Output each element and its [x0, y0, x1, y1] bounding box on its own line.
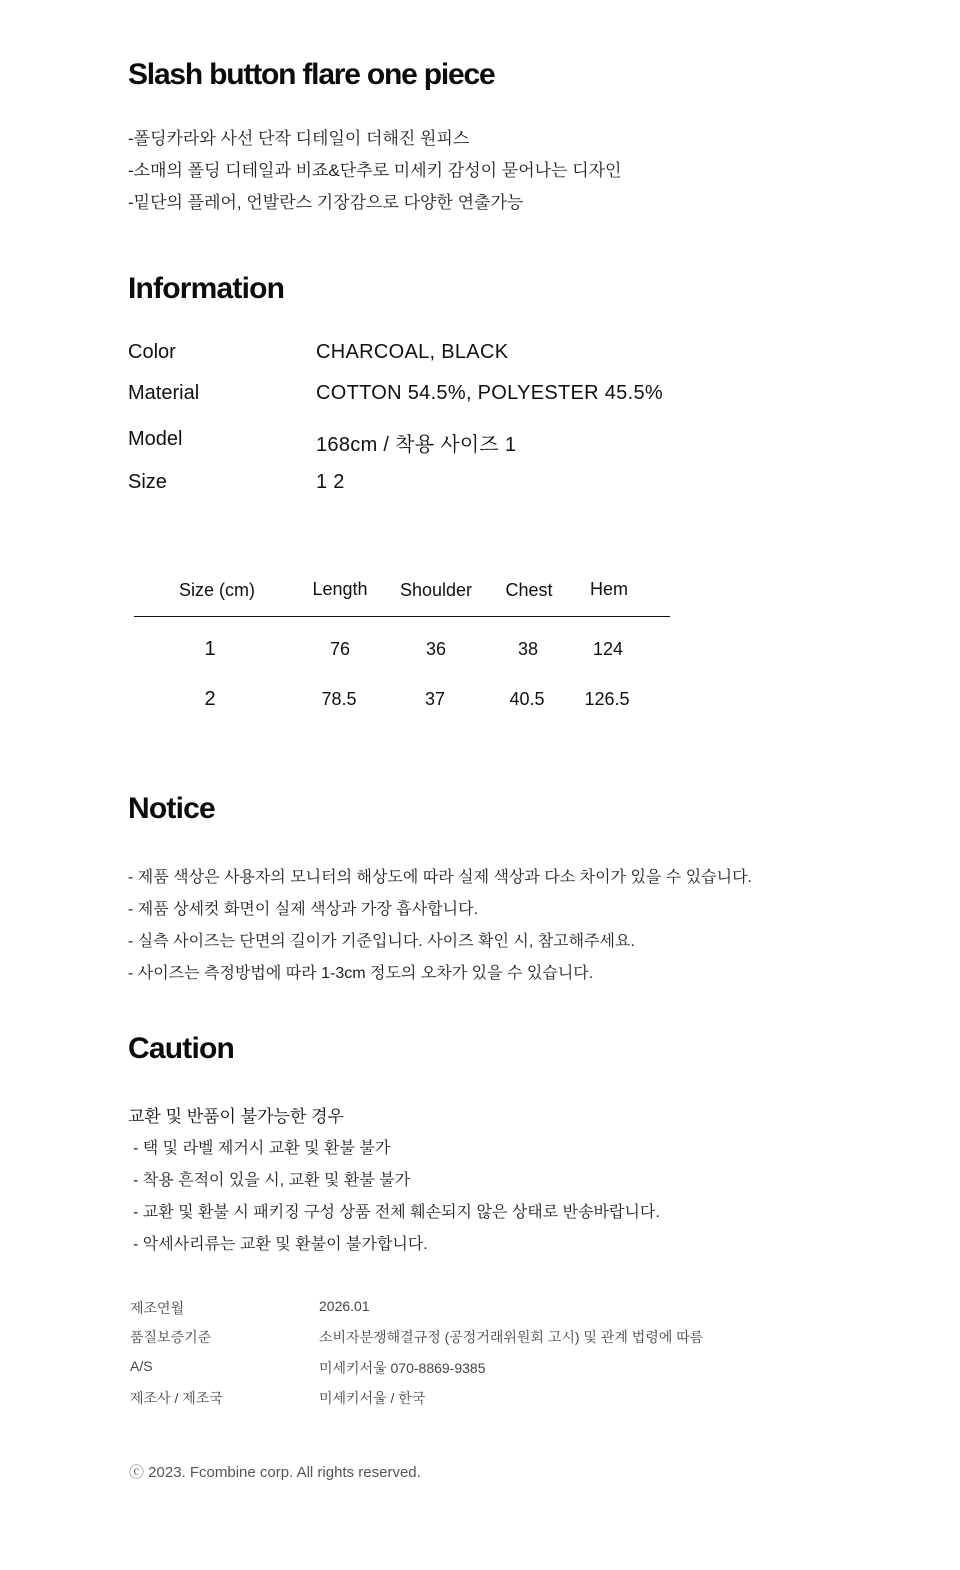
caution-subheading: 교환 및 반품이 불가능한 경우: [128, 1107, 344, 1126]
meta-value: 소비자분쟁해결규정 (공정거래위원회 고시) 및 관계 법령에 따름: [319, 1329, 704, 1345]
info-value-material: COTTON 54.5%, POLYESTER 45.5%: [316, 382, 663, 404]
size-table-cell: 126.5: [584, 689, 630, 709]
size-table-cell: 36: [425, 639, 447, 659]
size-table-cell: 1: [204, 638, 216, 660]
caution-heading: Caution: [128, 1032, 235, 1065]
size-table-cell: 76: [329, 639, 351, 659]
meta-value: 미세키서울 / 한국: [319, 1390, 426, 1406]
caution-item: - 악세사리류는 교환 및 환불이 불가합니다.: [133, 1236, 428, 1253]
caution-item: - 택 및 라벨 제거시 교환 및 환불 불가: [133, 1140, 391, 1157]
info-label-color: Color: [128, 341, 176, 363]
notice-item: - 제품 색상은 사용자의 모니터의 해상도에 따라 실제 색상과 다소 차이가 있을 수 있습니다.: [128, 869, 752, 886]
size-table-cell: 2: [204, 688, 216, 710]
size-table-cell: 40.5: [509, 689, 545, 709]
info-value-size: 1 2: [316, 471, 345, 493]
size-table-cell: 37: [424, 689, 446, 709]
notice-item: - 사이즈는 측정방법에 따라 1-3cm 정도의 오차가 있을 수 있습니다.: [128, 965, 594, 982]
size-table-header: Hem: [589, 579, 628, 599]
size-table-cell: 124: [592, 639, 624, 659]
caution-item: - 착용 흔적이 있을 시, 교환 및 환불 불가: [133, 1172, 411, 1189]
info-label-model: Model: [128, 428, 183, 450]
meta-label: 품질보증기준: [130, 1329, 212, 1345]
size-table-cell: 78.5: [321, 689, 357, 709]
size-table-header: Size (cm): [179, 580, 255, 600]
notice-heading: Notice: [128, 792, 215, 825]
copyright-text: ⓒ 2023. Fcombine corp. All rights reserved.: [129, 1464, 421, 1481]
notice-item: - 제품 상세컷 화면이 실제 색상과 가장 흡사합니다.: [128, 901, 479, 918]
description-line: -폴딩카라와 사선 단작 디테일이 더해진 원피스: [128, 129, 470, 148]
size-table-cell: 38: [517, 639, 539, 659]
caution-item: - 교환 및 환불 시 패키징 구성 상품 전체 훼손되지 않은 상태로 반송바랍니다.: [133, 1204, 660, 1221]
meta-value: 2026.01: [319, 1298, 370, 1314]
info-value-model: 168cm / 착용 사이즈 1: [316, 434, 517, 456]
info-label-size: Size: [128, 471, 167, 493]
info-value-color: CHARCOAL, BLACK: [316, 341, 509, 363]
info-label-material: Material: [128, 382, 200, 404]
information-heading: Information: [128, 272, 285, 305]
size-table-header: Shoulder: [399, 580, 473, 600]
size-table-divider: [134, 616, 670, 617]
meta-label: 제조사 / 제조국: [130, 1390, 223, 1406]
size-table-header: Chest: [505, 580, 553, 600]
meta-value: 미세키서울 070-8869-9385: [319, 1360, 486, 1376]
description-line: -밑단의 플레어, 언발란스 기장감으로 다양한 연출가능: [128, 193, 524, 212]
meta-label: 제조연월: [130, 1300, 185, 1316]
description-line: -소매의 폴딩 디테일과 비죠&단추로 미세키 감성이 묻어나는 디자인: [128, 161, 622, 180]
product-title: Slash button flare one piece: [128, 58, 495, 91]
size-table-header: Length: [312, 579, 368, 599]
notice-item: - 실측 사이즈는 단면의 길이가 기준입니다. 사이즈 확인 시, 참고해주세요.: [128, 933, 635, 950]
meta-label: A/S: [130, 1358, 153, 1374]
